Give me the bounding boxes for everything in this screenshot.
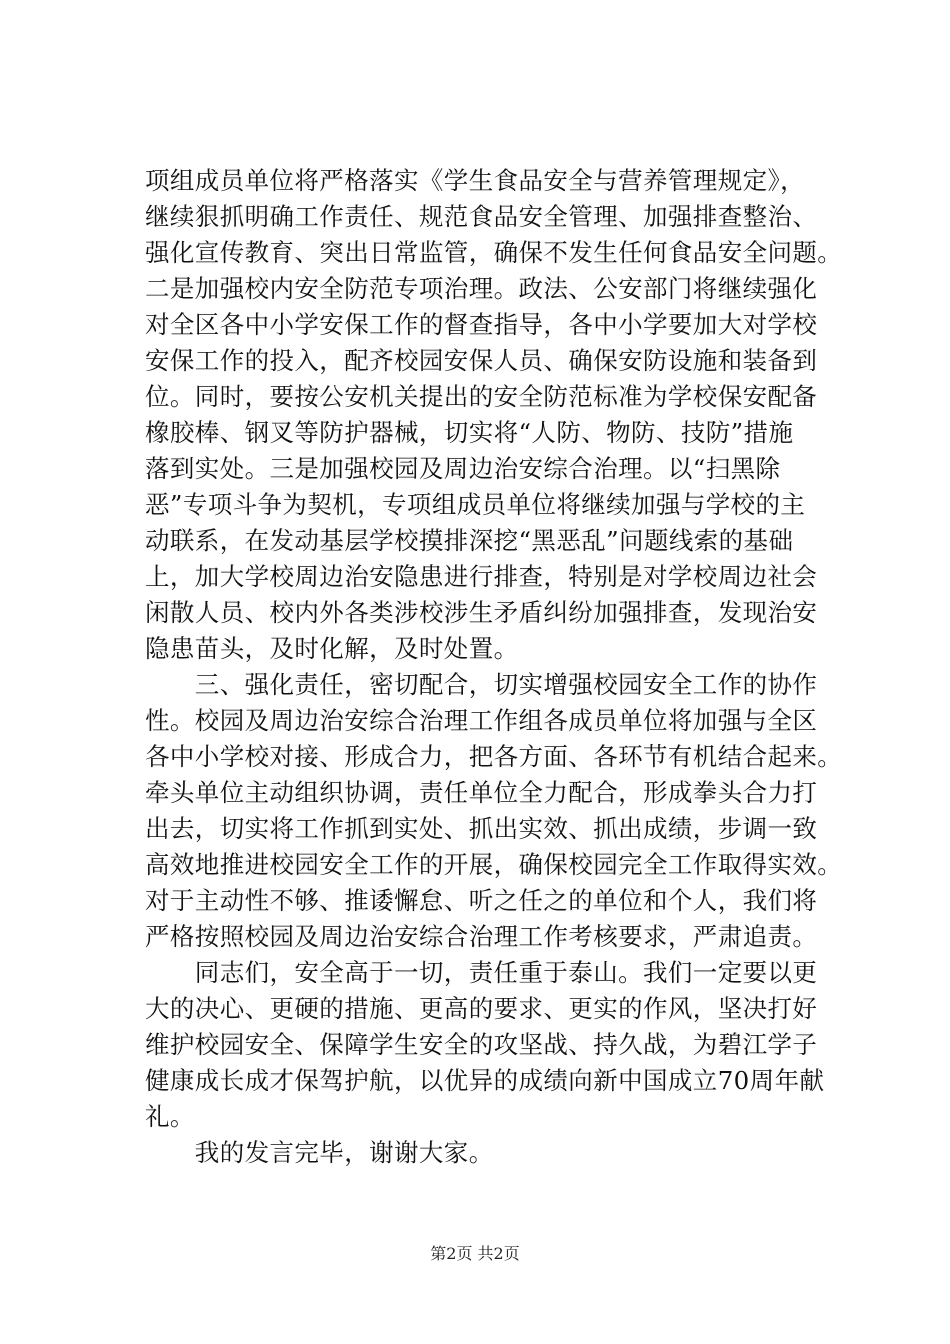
text-line: 同志们，安全高于一切，责任重于泰山。我们一定要以更: [145, 958, 818, 987]
text-line: 二是加强校内安全防范专项治理。政法、公安部门将继续强化: [145, 274, 818, 303]
text-line: 橡胶棒、钢叉等防护器械，切实将“人防、物防、技防”措施: [145, 418, 794, 447]
text-line: 闲散人员、校内外各类涉校涉生矛盾纠纷加强排查，发现治安: [145, 598, 818, 627]
text-line: 继续狠抓明确工作责任、规范食品安全管理、加强排查整治、: [145, 202, 818, 231]
text-line: 强化宣传教育、突出日常监管，确保不发生任何食品安全问题。: [145, 238, 843, 267]
text-line: 对全区各中小学安保工作的督查指导，各中小学要加大对学校: [145, 310, 818, 339]
text-line: 隐患苗头，及时化解，及时处置。: [145, 634, 519, 663]
text-line: 上，加大学校周边治安隐患进行排查，特别是对学校周边社会: [145, 562, 818, 591]
text-line: 对于主动性不够、推诿懈怠、听之任之的单位和个人，我们将: [145, 886, 818, 915]
text-line: 各中小学校对接、形成合力，把各方面、各环节有机结合起来。: [145, 742, 843, 771]
text-line: 维护校园安全、保障学生安全的攻坚战、持久战，为碧江学子: [145, 1030, 818, 1059]
text-line: 落到实处。三是加强校园及周边治安综合治理。以“扫黑除: [145, 454, 781, 483]
text-line: 性。校园及周边治安综合治理工作组各成员单位将加强与全区: [145, 706, 818, 735]
text-line: 安保工作的投入，配齐校园安保人员、确保安防设施和装备到: [145, 346, 818, 375]
text-line: 礼。: [145, 1102, 195, 1131]
body-text: [145, 163, 865, 1171]
text-line: 三、强化责任，密切配合，切实增强校园安全工作的协作: [145, 670, 818, 699]
text-line: 我的发言完毕，谢谢大家。: [145, 1138, 494, 1167]
page-footer: [0, 1244, 950, 1264]
text-line: 恶”专项斗争为契机，专项组成员单位将继续加强与学校的主: [145, 490, 806, 519]
page-number-label: 第2页 共2页: [430, 1244, 520, 1263]
text-line: 项组成员单位将严格落实《学生食品安全与营养管理规定》，: [145, 166, 806, 195]
text-line: 位。同时，要按公安机关提出的安全防范标准为学校保安配备: [145, 382, 818, 411]
text-line: 严格按照校园及周边治安综合治理工作考核要求，严肃追责。: [145, 922, 818, 951]
text-line: 高效地推进校园安全工作的开展，确保校园完全工作取得实效。: [145, 850, 843, 879]
text-line: 健康成长成才保驾护航，以优异的成绩向新中国成立70周年献: [145, 1066, 825, 1095]
text-line: 动联系，在发动基层学校摸排深挖“黑恶乱”问题线索的基础: [145, 526, 794, 555]
text-line: 出去，切实将工作抓到实处、抓出实效、抓出成绩，步调一致: [145, 814, 818, 843]
text-line: 牵头单位主动组织协调，责任单位全力配合，形成拳头合力打: [145, 778, 818, 807]
text-line: 大的决心、更硬的措施、更高的要求、更实的作风，坚决打好: [145, 994, 818, 1023]
